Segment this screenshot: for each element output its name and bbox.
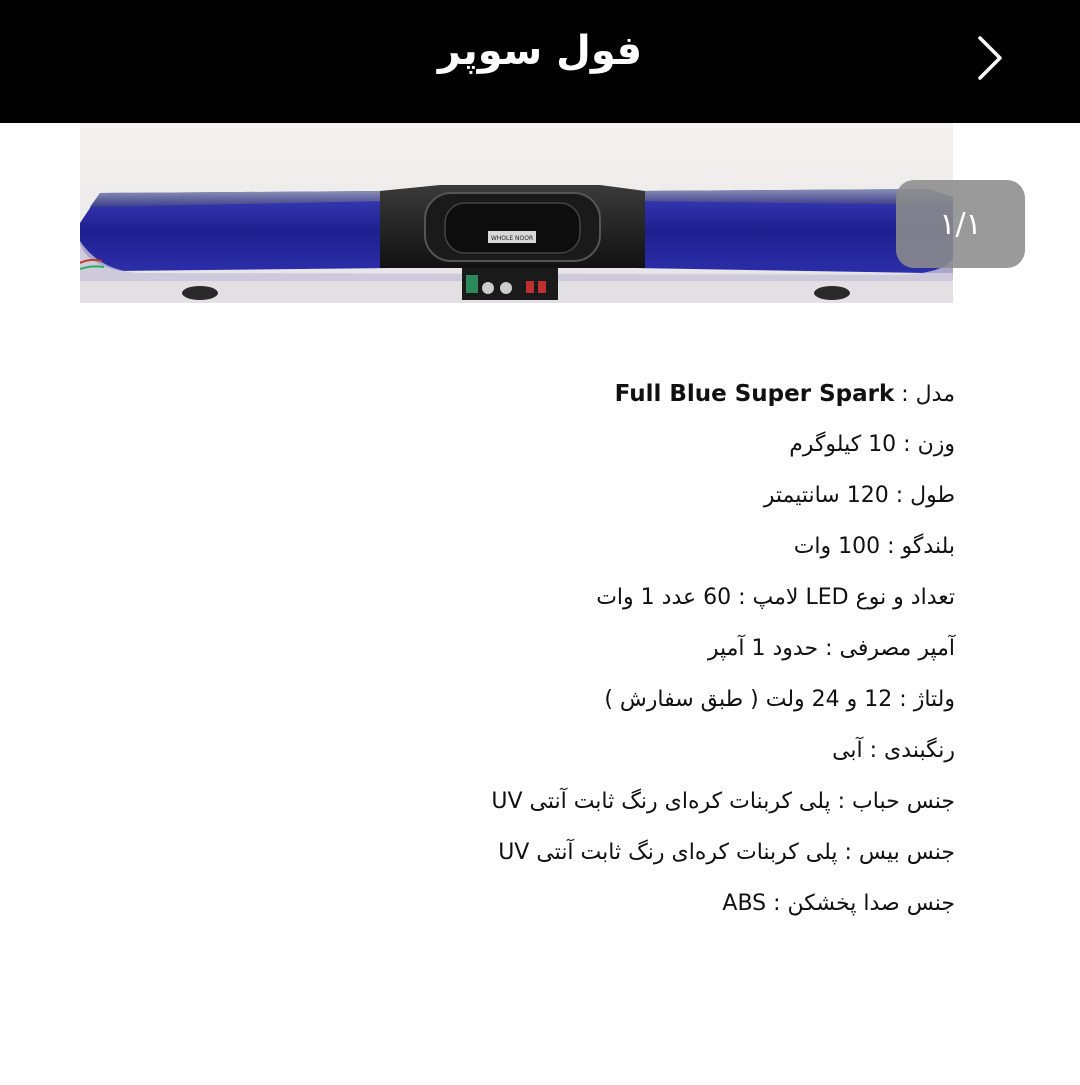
- spec-base-material: جنس بیس : پلی کربنات کره‌ای رنگ ثابت آنتی UV: [498, 840, 955, 865]
- spec-model-label: مدل :: [894, 382, 955, 407]
- spec-lamps: تعداد و نوع LED لامپ : 60 عدد 1 وات: [596, 585, 955, 610]
- page-title: فول سوپر: [437, 28, 643, 74]
- spec-weight: وزن : 10 کیلوگرم: [789, 432, 955, 457]
- spec-diffuser-material: جنس صدا پخشکن : ABS: [722, 891, 955, 916]
- logo-text: WHOLE NOOR: [490, 235, 534, 242]
- spec-color: رنگبندی : آبی: [832, 738, 955, 763]
- spec-length: طول : 120 سانتیمتر: [763, 483, 955, 508]
- chevron-right-icon[interactable]: [970, 30, 1010, 86]
- spec-speaker: بلندگو : 100 وات: [793, 534, 955, 559]
- spec-model-value: Full Blue Super Spark: [614, 381, 895, 407]
- image-counter: ۱/۱: [939, 206, 982, 242]
- product-image[interactable]: [80, 123, 953, 303]
- spec-voltage: ولتاژ : 12 و 24 ولت ( طبق سفارش ): [604, 687, 955, 712]
- product-specs: [300, 372, 955, 933]
- spec-current: آمپر مصرفی : حدود 1 آمپر: [707, 636, 955, 661]
- image-counter-badge: [896, 180, 1025, 268]
- spec-bubble-material: جنس حباب : پلی کربنات کره‌ای رنگ ثابت آنتی UV: [491, 789, 955, 814]
- spec-model: [300, 372, 955, 423]
- app-header: [0, 0, 1080, 123]
